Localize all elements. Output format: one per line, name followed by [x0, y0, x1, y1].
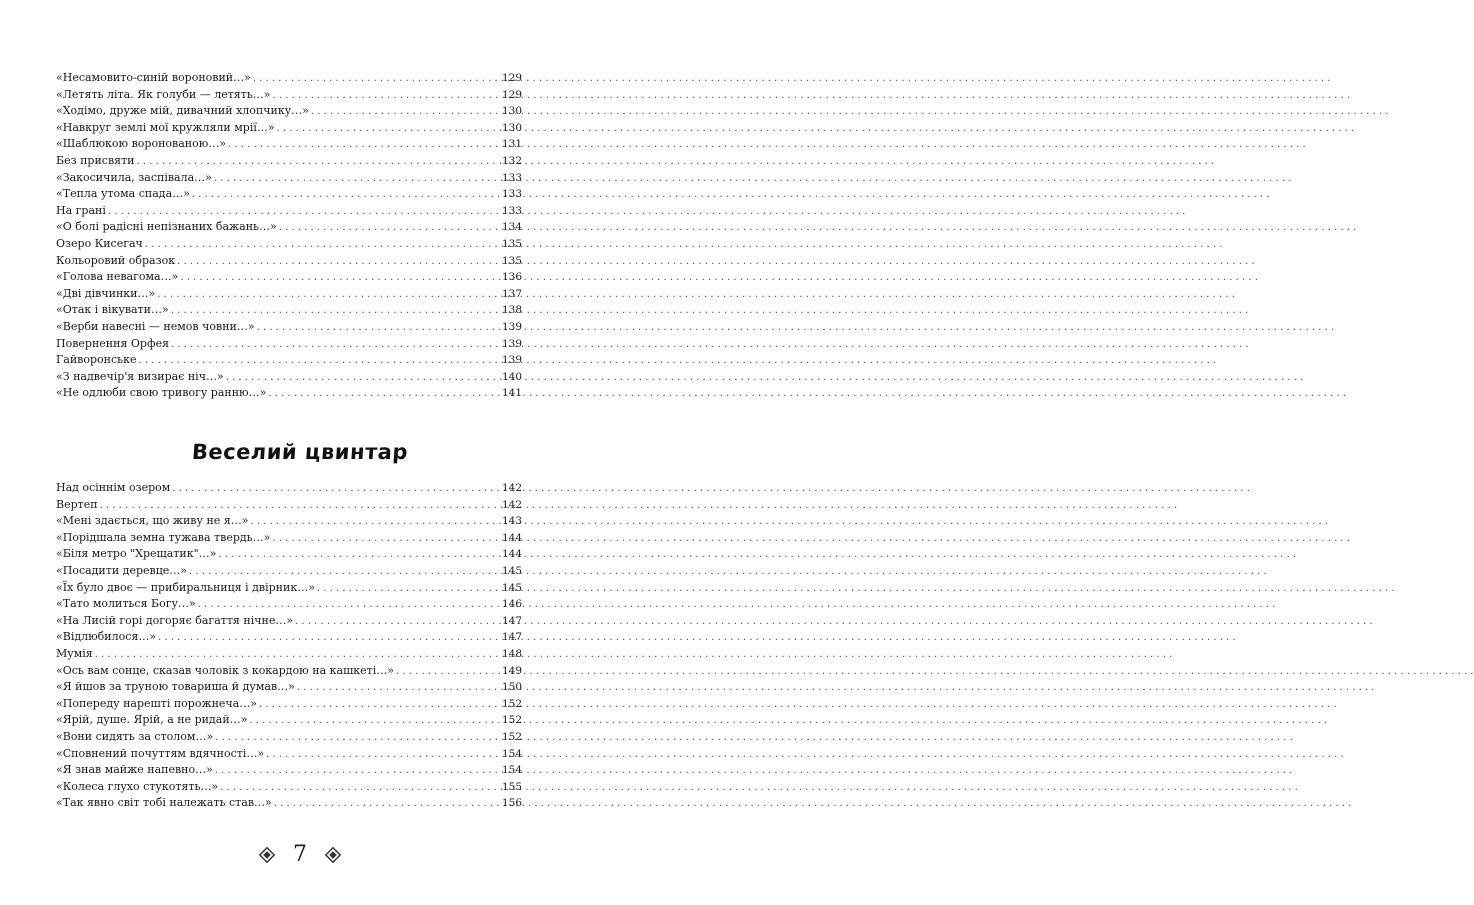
toc-entry-title: «Ось вам сонце, сказав чоловік з кокардою на кашкеті…» — [56, 663, 395, 677]
dot-leader — [198, 597, 500, 614]
toc-entry-title: Повернення Орфея — [56, 336, 170, 350]
dot-leader — [100, 498, 500, 515]
toc-entry-page: 129 — [501, 72, 522, 84]
toc-entry-title: «Посадити деревце…» — [56, 563, 188, 577]
toc-entry — [56, 136, 522, 153]
section-heading: Веселий цвинтар — [191, 440, 409, 464]
dot-leader — [268, 386, 500, 403]
page-number: 7 — [293, 842, 307, 867]
toc-entry-title: «Я йшов за труною товариша й думав…» — [56, 680, 295, 694]
toc-entry-page: 150 — [501, 681, 522, 694]
dot-leader — [137, 154, 500, 171]
dot-leader — [171, 337, 500, 354]
toc-entry-title: «Шаблюкою воронованою…» — [56, 137, 227, 151]
dot-leader — [189, 564, 500, 581]
dot-leader — [396, 664, 500, 681]
dot-leader — [218, 547, 500, 564]
toc-entry-page: 135 — [501, 254, 522, 267]
toc-entry — [56, 319, 522, 336]
toc-entry-page: 145 — [501, 581, 522, 594]
dot-leader — [295, 614, 500, 631]
dot-leader — [158, 630, 500, 647]
toc-entry-page: 146 — [501, 598, 522, 611]
dot-leader — [145, 237, 500, 254]
toc-entry-page: 137 — [501, 287, 522, 300]
toc-entry-page: 154 — [501, 747, 522, 760]
toc-entry-page: 152 — [501, 697, 522, 710]
toc-entry-page: 131 — [501, 138, 522, 151]
toc-entry — [56, 186, 522, 203]
dot-leader — [192, 187, 500, 204]
toc-entry — [56, 513, 522, 530]
toc-entry — [56, 795, 522, 812]
toc-entry — [56, 712, 522, 729]
toc-entry-page: 155 — [501, 780, 522, 793]
page-footer — [0, 842, 600, 867]
toc-entry-title: «Летять літа. Як голуби — летять…» — [56, 87, 271, 101]
toc-entry-page: 147 — [501, 614, 522, 627]
toc-entry-page: 133 — [501, 204, 522, 217]
dot-leader — [317, 581, 500, 598]
toc-entry-title: Мумія — [56, 646, 93, 660]
dot-leader — [259, 697, 500, 714]
dot-leader — [311, 104, 500, 121]
dot-leader — [157, 287, 500, 304]
toc-entry-page: 136 — [501, 271, 522, 284]
toc-entry — [56, 613, 522, 630]
toc-entry — [56, 679, 522, 696]
toc-entry — [56, 546, 522, 563]
toc-entry-title: Без присвяти — [56, 153, 135, 167]
dot-leader — [220, 780, 500, 797]
toc-entry-title: «Попереду нарешті порожнеча…» — [56, 696, 257, 710]
dot-leader — [253, 71, 500, 88]
toc-entry — [56, 302, 522, 319]
toc-entry — [56, 696, 522, 713]
toc-entry-title: «Не одлюби свою тривогу ранню…» — [56, 386, 267, 400]
toc-entry-title: «Несамовито-синій вороновий…» — [56, 71, 251, 84]
toc-entry — [56, 120, 522, 137]
toc-entry-title: «Вони сидять за столом…» — [56, 729, 214, 743]
dot-leader — [172, 481, 500, 498]
toc-entry — [56, 563, 522, 580]
toc-entry — [56, 480, 522, 497]
toc-entry — [56, 580, 522, 597]
toc-entry — [56, 663, 522, 680]
toc-entry-page: 139 — [501, 354, 522, 367]
toc-entry-title: «Голова невагома…» — [56, 270, 179, 284]
toc-entry-page: 148 — [501, 647, 522, 660]
toc-entry — [56, 336, 522, 353]
toc-entry-title: «О болі радісні непізнаних бажань…» — [56, 220, 277, 234]
toc-entry-page: 144 — [501, 531, 522, 544]
diamond-ornament-icon — [259, 847, 275, 863]
toc-entry-page: 152 — [501, 730, 522, 743]
toc-entry-page: 129 — [501, 88, 522, 101]
dot-leader — [215, 763, 500, 780]
toc-entry-title: «Отак і вікувати…» — [56, 303, 169, 317]
toc-entry — [56, 269, 522, 286]
dot-leader — [215, 730, 500, 747]
dot-leader — [139, 353, 500, 370]
toc-entry-page: 134 — [501, 221, 522, 234]
toc-entry-title: «Біля метро "Хрещатик"…» — [56, 547, 217, 561]
toc-entry-page: 154 — [501, 764, 522, 777]
toc-entry-page: 130 — [501, 105, 522, 118]
toc-entry — [56, 219, 522, 236]
toc-entry-page: 141 — [501, 387, 522, 400]
toc-entry-title: «Ярій, душе. Ярій, а не ридай…» — [56, 713, 248, 727]
toc-entry-page: 135 — [501, 237, 522, 250]
toc-entry-page: 130 — [501, 121, 522, 134]
toc-entry — [56, 236, 522, 253]
diamond-ornament-icon — [325, 847, 341, 863]
dot-leader — [250, 514, 499, 531]
toc-entry — [56, 385, 522, 402]
toc-entry-page: 147 — [501, 631, 522, 644]
dot-leader — [266, 747, 500, 764]
toc-entry-title: Над осіннім озером — [56, 481, 171, 494]
toc-entry-title: «Дві дівчинки…» — [56, 286, 156, 300]
toc-entry — [56, 103, 522, 120]
toc-entry — [56, 629, 522, 646]
toc-entry-title: «Сповнений почуттям вдячності…» — [56, 746, 265, 760]
toc-section-b — [56, 480, 522, 812]
toc-entry — [56, 530, 522, 547]
toc-entry — [56, 729, 522, 746]
toc-entry — [56, 646, 522, 663]
toc-entry-page: 133 — [501, 171, 522, 184]
dot-leader — [249, 713, 500, 730]
toc-entry-page: 152 — [501, 714, 522, 727]
toc-entry-page: 156 — [501, 797, 522, 810]
toc-entry-page: 139 — [501, 320, 522, 333]
dot-leader — [95, 647, 500, 664]
toc-entry — [56, 497, 522, 514]
toc-entry — [56, 203, 522, 220]
dot-leader — [108, 204, 500, 221]
toc-entry-title: Гайворонське — [56, 353, 137, 367]
toc-entry-title: «Так явно світ тобі належать став…» — [56, 796, 272, 810]
toc-section-a — [56, 70, 522, 402]
toc-entry-title: Озеро Кисегач — [56, 236, 143, 250]
dot-leader — [226, 370, 500, 387]
toc-entry-title: Кольоровий образок — [56, 253, 176, 267]
dot-leader — [228, 137, 500, 154]
toc-entry-page: 142 — [501, 482, 522, 494]
dot-leader — [273, 88, 500, 105]
toc-entry-page: 149 — [501, 664, 522, 677]
dot-leader — [277, 121, 500, 138]
toc-entry-title: «Верби навесні — немов човни…» — [56, 319, 255, 333]
toc-entry — [56, 170, 522, 187]
toc-entry-title: Вертеп — [56, 497, 98, 511]
toc-entry-page: 144 — [501, 548, 522, 561]
toc-entry-page: 140 — [501, 370, 522, 383]
toc-entry-title: «З надвечір'я визирає ніч…» — [56, 369, 224, 383]
toc-entry — [56, 352, 522, 369]
toc-entry — [56, 70, 522, 87]
toc-entry-page: 142 — [501, 498, 522, 511]
toc-entry-title: «Ходімо, друже мій, дивачний хлопчику…» — [56, 104, 309, 118]
dot-leader — [180, 270, 500, 287]
toc-entry-title: «Їх було двоє — прибиральниця і двірник…» — [56, 580, 315, 594]
toc-entry — [56, 762, 522, 779]
toc-entry-title: «Навкруг землі мої кружляли мрії…» — [56, 120, 275, 134]
toc-entry — [56, 286, 522, 303]
toc-entry — [56, 87, 522, 104]
toc-entry-page: 143 — [501, 515, 522, 528]
toc-entry-title: «Порідшала земна тужава твердь…» — [56, 530, 271, 544]
dot-leader — [272, 531, 500, 548]
dot-leader — [214, 171, 500, 188]
toc-entry-page: 145 — [501, 564, 522, 577]
toc-entry-page: 132 — [501, 154, 522, 167]
toc-entry-title: «Тепла утома спада…» — [56, 187, 190, 201]
toc-entry-title: «Я знав майже напевно…» — [56, 763, 213, 777]
dot-leader — [257, 320, 500, 337]
toc-entry-page: 139 — [501, 337, 522, 350]
toc-entry-title: «Тато молиться Богу…» — [56, 597, 196, 611]
dot-leader — [177, 254, 500, 271]
toc-entry-page: 138 — [501, 304, 522, 317]
dot-leader — [279, 220, 500, 237]
toc-entry — [56, 746, 522, 763]
toc-entry-title: «Мені здається, що живу не я…» — [56, 514, 249, 528]
toc-entry — [56, 253, 522, 270]
dot-leader — [297, 680, 500, 697]
toc-entry — [56, 779, 522, 796]
toc-entry — [56, 153, 522, 170]
dot-leader — [171, 303, 500, 320]
toc-entry — [56, 369, 522, 386]
dot-leader — [274, 796, 500, 813]
toc-entry-title: «Колеса глухо стукотять…» — [56, 779, 219, 793]
toc-entry-title: «Закосичила, заспівала…» — [56, 170, 212, 184]
toc-entry-title: «Відлюбилося…» — [56, 630, 157, 644]
toc-entry-title: «На Лисій горі догоряє багаття нічне…» — [56, 613, 294, 627]
toc-entry-page: 133 — [501, 188, 522, 201]
toc-entry — [56, 596, 522, 613]
toc-entry-title: На грані — [56, 203, 106, 217]
